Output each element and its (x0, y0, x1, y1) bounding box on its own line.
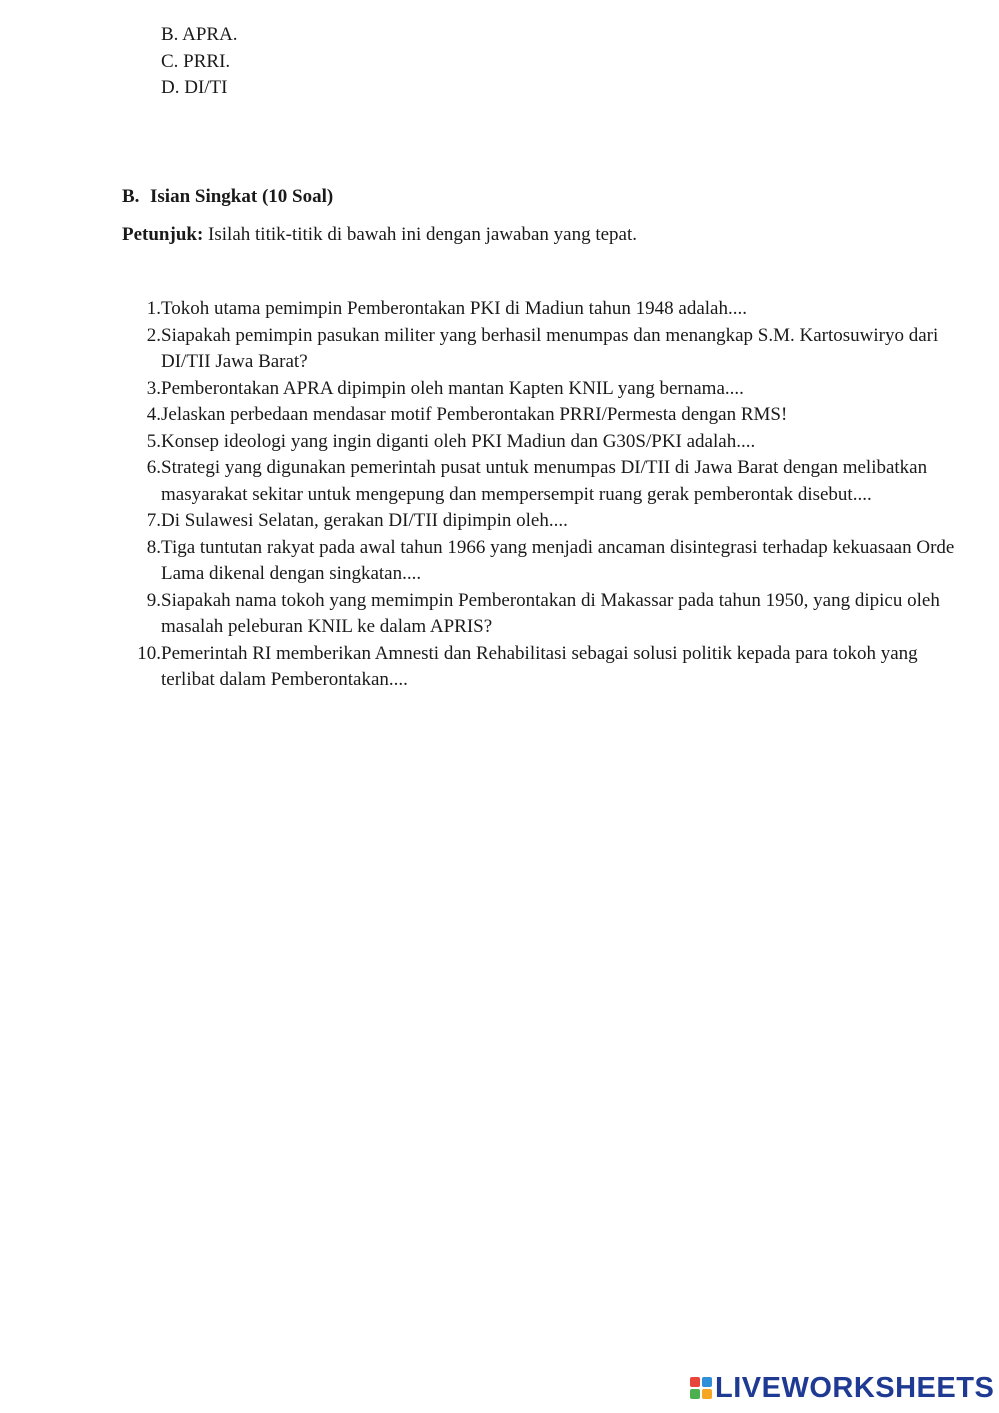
question-text: Pemerintah RI memberikan Amnesti dan Rehabilitasi sebagai solusi politik kepada para tokoh yang terlibat dalam Pemberontakan.... (161, 642, 918, 690)
question-number: 1. (146, 298, 161, 319)
question-item (122, 429, 967, 456)
question-number: 8. (146, 536, 161, 558)
question-text: Di Sulawesi Selatan, gerakan DI/TII dipimpin oleh.... (161, 510, 568, 531)
question-item (122, 296, 967, 323)
question-item (122, 323, 967, 376)
liveworksheets-logo (690, 1372, 994, 1404)
question-item (122, 455, 967, 508)
question-item (122, 588, 967, 641)
answer-options (161, 22, 238, 102)
section-heading (122, 186, 333, 208)
question-text: Jelaskan perbedaan mendasar motif Pemberontakan PRRI/Permesta dengan RMS! (161, 404, 788, 425)
logo-tile-orange (702, 1389, 712, 1399)
question-number: 9. (146, 589, 161, 611)
question-number: 3. (146, 377, 161, 399)
option-d: D. DI/TI (161, 77, 228, 98)
question-text: Tokoh utama pemimpin Pemberontakan PKI di Madiun tahun 1948 adalah.... (161, 298, 747, 319)
question-number: 10. (137, 642, 161, 664)
question-text: Tiga tuntutan rakyat pada awal tahun 1966 yang menjadi ancaman disintegrasi terhadap kekuasaan Orde Lama dikenal dengan singkatan.... (161, 536, 955, 584)
question-item (122, 376, 967, 403)
option-c: C. PRRI. (161, 50, 231, 72)
option-b: B. APRA. (161, 24, 238, 45)
question-text: Siapakah nama tokoh yang memimpin Pemberontakan di Makassar pada tahun 1950, yang dipicu oleh masalah peleburan KNIL ke dalam APRIS? (161, 589, 940, 637)
liveworksheets-logo-icon (690, 1377, 712, 1399)
logo-tile-blue (702, 1377, 712, 1387)
instruction-text: Isilah titik-titik di bawah ini dengan jawaban yang tepat. (203, 224, 638, 245)
logo-text: LIVEWORKSHEETS (715, 1371, 995, 1404)
question-item (122, 535, 967, 588)
question-number: 5. (146, 430, 161, 452)
question-number: 4. (146, 404, 161, 425)
question-list (122, 296, 967, 694)
question-number: 2. (146, 324, 161, 346)
question-number: 7. (146, 510, 161, 531)
question-text: Pemberontakan APRA dipimpin oleh mantan Kapten KNIL yang bernama.... (161, 377, 744, 399)
logo-tile-red (690, 1377, 700, 1387)
section-letter: B. (122, 186, 140, 207)
question-item (122, 641, 967, 694)
question-number: 6. (146, 457, 161, 478)
question-item (122, 508, 967, 535)
section-title: Isian Singkat (10 Soal) (150, 186, 334, 207)
instruction-label: Petunjuk: (122, 224, 204, 245)
logo-tile-green (690, 1389, 700, 1399)
instruction (122, 224, 637, 246)
question-text: Strategi yang digunakan pemerintah pusat untuk menumpas DI/TII di Jawa Barat dengan melibatkan masyarakat sekitar untuk mengepung dan mempersempit ruang gerak pemberontak disebut.... (161, 457, 928, 505)
question-item (122, 402, 967, 429)
question-text: Konsep ideologi yang ingin diganti oleh PKI Madiun dan G30S/PKI adalah.... (161, 430, 756, 452)
question-text: Siapakah pemimpin pasukan militer yang berhasil menumpas dan menangkap S.M. Kartosuwiryo dari DI/TII Jawa Barat? (161, 324, 939, 372)
